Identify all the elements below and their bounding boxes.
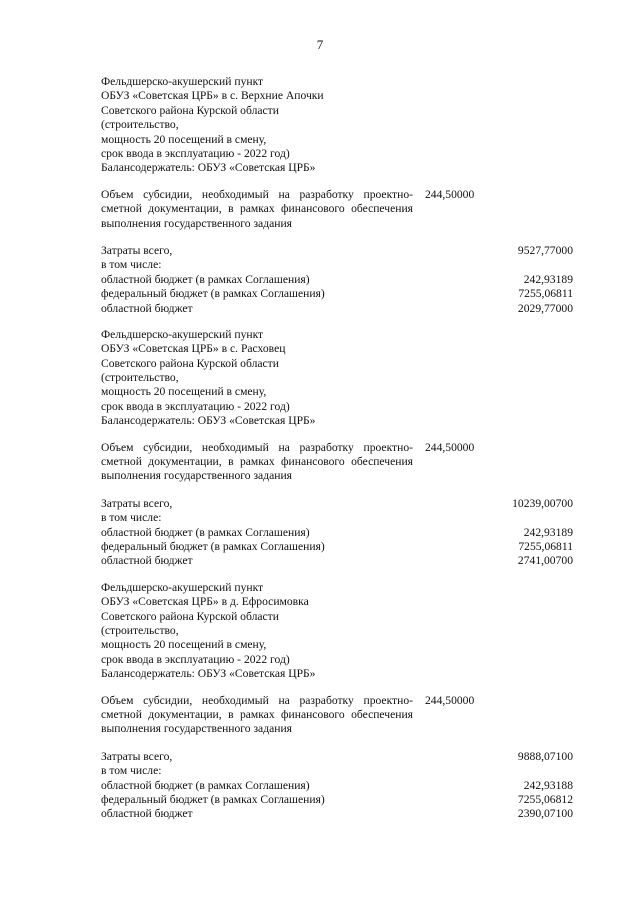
facility-description — [101, 328, 573, 429]
cost-label: областной бюджет — [101, 807, 193, 821]
cost-row — [101, 273, 573, 287]
subsidy-row — [101, 188, 573, 231]
facility-line: (строительство, — [101, 118, 179, 132]
facility-section — [101, 75, 573, 316]
cost-label: федеральный бюджет (в рамках Соглашения) — [101, 792, 325, 806]
cost-row — [101, 779, 573, 793]
cost-label: областной бюджет — [101, 554, 193, 568]
facility-line: мощность 20 посещений в смену, — [101, 638, 267, 652]
costs-table — [101, 497, 573, 569]
cost-row — [101, 540, 573, 554]
facility-line: Балансодержатель: ОБУЗ «Советская ЦРБ» — [101, 414, 316, 428]
cost-label: федеральный бюджет (в рамках Соглашения) — [101, 287, 325, 301]
facility-description — [101, 581, 573, 682]
cost-value: 7255,06811 — [518, 540, 573, 554]
facility-section — [101, 328, 573, 569]
costs-table — [101, 244, 573, 316]
facility-line: (строительство, — [101, 623, 179, 637]
cost-label: областной бюджет (в рамках Соглашения) — [101, 525, 310, 539]
subsidy-amount: 244,50000 — [425, 187, 475, 201]
facility-section — [101, 581, 573, 822]
cost-row — [101, 497, 573, 511]
facility-line: Балансодержатель: ОБУЗ «Советская ЦРБ» — [101, 667, 316, 681]
cost-value: 2390,07100 — [517, 807, 573, 821]
cost-row — [101, 554, 573, 568]
subsidy-row — [101, 694, 573, 737]
cost-row — [101, 244, 573, 258]
subsidy-row — [101, 441, 573, 484]
subsidy-amount: 244,50000 — [425, 440, 475, 454]
cost-row — [101, 511, 573, 525]
subsidy-description: Объем субсидии, необходимый на разработку проектно-сметной документации, в рамках финансового обеспечения выполнения государственного задания — [101, 187, 413, 230]
cost-label: в том числе: — [101, 258, 162, 272]
facility-line: Советского района Курской области — [101, 356, 279, 370]
cost-value: 7255,06812 — [517, 792, 573, 806]
facility-line: ОБУЗ «Советская ЦРБ» в д. Ефросимовка — [101, 595, 309, 609]
cost-label: областной бюджет (в рамках Соглашения) — [101, 778, 310, 792]
cost-value: 7255,06811 — [518, 287, 573, 301]
facility-line: срок ввода в эксплуатацию - 2022 год) — [101, 146, 290, 160]
facility-line: ОБУЗ «Советская ЦРБ» в с. Верхние Апочки — [101, 89, 324, 103]
cost-value: 9527,77000 — [517, 243, 573, 257]
document-body — [101, 75, 573, 834]
cost-label: областной бюджет — [101, 301, 193, 315]
cost-row — [101, 258, 573, 272]
subsidy-description: Объем субсидии, необходимый на разработку проектно-сметной документации, в рамках финансового обеспечения выполнения государственного задания — [101, 440, 413, 483]
cost-row — [101, 793, 573, 807]
cost-row — [101, 764, 573, 778]
facility-line: Советского района Курской области — [101, 609, 279, 623]
costs-table — [101, 750, 573, 822]
cost-row — [101, 302, 573, 316]
cost-label: областной бюджет (в рамках Соглашения) — [101, 272, 310, 286]
cost-value: 242,93189 — [523, 272, 573, 286]
facility-line: мощность 20 посещений в смену, — [101, 132, 267, 146]
cost-row — [101, 526, 573, 540]
cost-value: 10239,00700 — [512, 496, 573, 510]
cost-row — [101, 807, 573, 821]
cost-row — [101, 750, 573, 764]
cost-value: 9888,07100 — [517, 749, 573, 763]
cost-label: в том числе: — [101, 764, 162, 778]
cost-label: в том числе: — [101, 511, 162, 525]
subsidy-amount: 244,50000 — [425, 693, 475, 707]
facility-line: Балансодержатель: ОБУЗ «Советская ЦРБ» — [101, 161, 316, 175]
cost-label: Затраты всего, — [101, 243, 173, 257]
facility-line: срок ввода в эксплуатацию - 2022 год) — [101, 652, 290, 666]
facility-line: Советского района Курской области — [101, 103, 279, 117]
facility-line: (строительство, — [101, 371, 179, 385]
facility-line: Фельдшерско-акушерский пункт — [101, 580, 264, 594]
facility-line: мощность 20 посещений в смену, — [101, 385, 267, 399]
page-number: 7 — [316, 37, 324, 52]
cost-value: 2741,00700 — [517, 554, 573, 568]
cost-value: 242,93189 — [523, 525, 573, 539]
facility-line: срок ввода в эксплуатацию - 2022 год) — [101, 399, 290, 413]
facility-description — [101, 75, 573, 176]
cost-label: Затраты всего, — [101, 749, 173, 763]
cost-row — [101, 287, 573, 301]
cost-label: федеральный бюджет (в рамках Соглашения) — [101, 540, 325, 554]
cost-label: Затраты всего, — [101, 496, 173, 510]
facility-line: Фельдшерско-акушерский пункт — [101, 75, 264, 88]
cost-value: 242,93188 — [523, 778, 573, 792]
subsidy-description: Объем субсидии, необходимый на разработку проектно-сметной документации, в рамках финансового обеспечения выполнения государственного задания — [101, 693, 413, 736]
facility-line: Фельдшерско-акушерский пункт — [101, 327, 264, 341]
facility-line: ОБУЗ «Советская ЦРБ» в с. Расховец — [101, 342, 286, 356]
cost-value: 2029,77000 — [517, 301, 573, 315]
